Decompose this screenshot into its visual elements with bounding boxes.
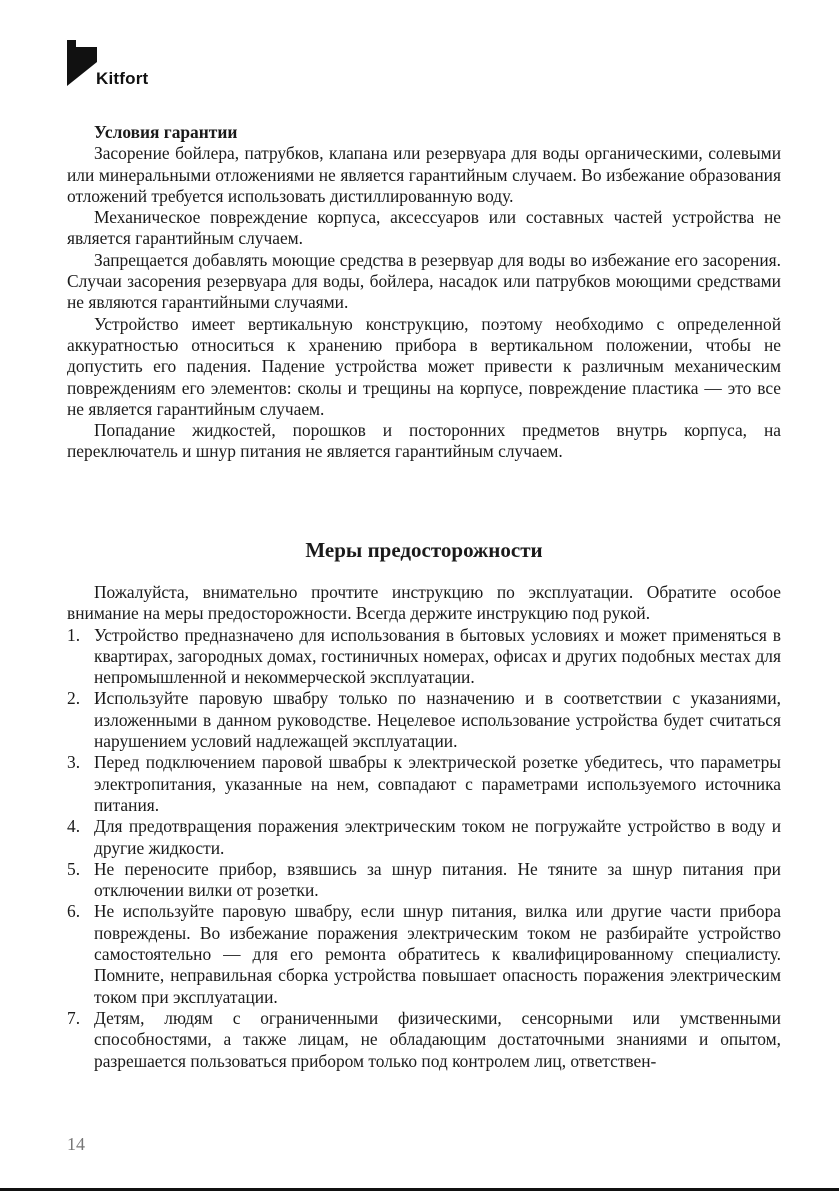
warranty-section [67, 122, 781, 463]
warranty-paragraph: Запрещается добавлять моющие средства в резервуар для воды во избежание его засорения. Случаи засорения резервуара для воды, бойлера, насадок или патрубков моющими средствами не являются гарантийными случаями. [67, 249, 781, 313]
list-item-text: Устройство предназначено для использования в бытовых условиях и может применяться в квартирах, загородных домах, гостиничных номерах, офисах и других подобных местах для непромышленной и некоммерческой эксплуатации. [94, 624, 781, 688]
list-item-number: 2. [67, 688, 81, 709]
list-item [67, 688, 781, 752]
warranty-heading: Условия гарантии [94, 122, 238, 142]
warranty-paragraph: Попадание жидкостей, порошков и посторонних предметов внутрь корпуса, на переключатель и шнур питания не является гарантийным случаем. [67, 420, 781, 462]
section-title: Меры предосторожности [305, 538, 543, 562]
list-item [67, 752, 781, 816]
precautions-intro: Пожалуйста, внимательно прочтите инструкцию по эксплуатации. Обратите особое внимание на меры предосторожности. Всегда держите инструкцию под рукой. [67, 582, 781, 624]
list-item-text: Перед подключением паровой швабры к электрической розетке убедитесь, что параметры электропитания, указанные на нем, совпадают с параметрами используемого источника питания. [94, 752, 781, 815]
list-item-text: Используйте паровую швабру только по назначению и в соответствии с указаниями, изложенными в данном руководстве. Нецелевое использование устройства будет считаться нарушением условий надлежащей эксплуатации. [94, 688, 781, 752]
list-item-text: Для предотвращения поражения электрическим током не погружайте устройство в воду и другие жидкости. [94, 816, 781, 858]
list-item [67, 859, 781, 902]
list-item-text: Не переносите прибор, взявшись за шнур питания. Не тяните за шнур питания при отключении вилки от розетки. [94, 858, 781, 901]
list-item-number: 1. [67, 624, 81, 645]
warranty-paragraph: Устройство имеет вертикальную конструкцию, поэтому необходимо с определенной аккуратностью относиться к хранению прибора в вертикальном положении, чтобы не допустить его падения. Падение устройства может привести к различным механическим повреждениям его элементов: сколы и трещины на корпусе, повреждение пластика — это все не является гарантийным случаем. [67, 313, 781, 419]
list-item-number: 4. [67, 816, 81, 837]
list-item-number: 6. [67, 901, 81, 922]
list-item-number: 5. [67, 858, 81, 879]
list-item [67, 901, 781, 1007]
warranty-paragraph: Механическое повреждение корпуса, аксессуаров или составных частей устройства не является гарантийным случаем. [67, 207, 781, 249]
list-item-text: Не используйте паровую швабру, если шнур питания, вилка или другие части прибора повреждены. Во избежание поражения электрическим током не разбирайте устройство самостоятельно — для его ремонта обратитесь к квалифицированному специалисту. Помните, неправильная сборка устройства повышает опасность поражения электрическим током при эксплуатации. [94, 901, 781, 1007]
list-item-number: 7. [67, 1007, 81, 1028]
list-item [67, 1008, 781, 1072]
page-number: 14 [67, 1134, 85, 1154]
brand-logo [67, 40, 167, 90]
kitfort-logo-mark-icon [67, 40, 97, 86]
list-item-number: 3. [67, 752, 81, 773]
precautions-section [67, 582, 781, 1072]
brand-name: Kitfort [96, 69, 149, 88]
list-item [67, 816, 781, 859]
warranty-paragraph: Засорение бойлера, патрубков, клапана или резервуара для воды органическими, солевыми или минеральными отложениями не является гарантийным случаем. Во избежание образования отложений требуется использовать дистиллированную воду. [67, 143, 781, 206]
list-item [67, 625, 781, 689]
list-item-text: Детям, людям с ограниченными физическими, сенсорными или умственными способностями, а также лицам, не обладающим достаточными знаниями и опытом, разрешается пользоваться прибором только под контролем лиц, ответствен- [94, 1007, 781, 1071]
precautions-list [67, 625, 781, 1072]
